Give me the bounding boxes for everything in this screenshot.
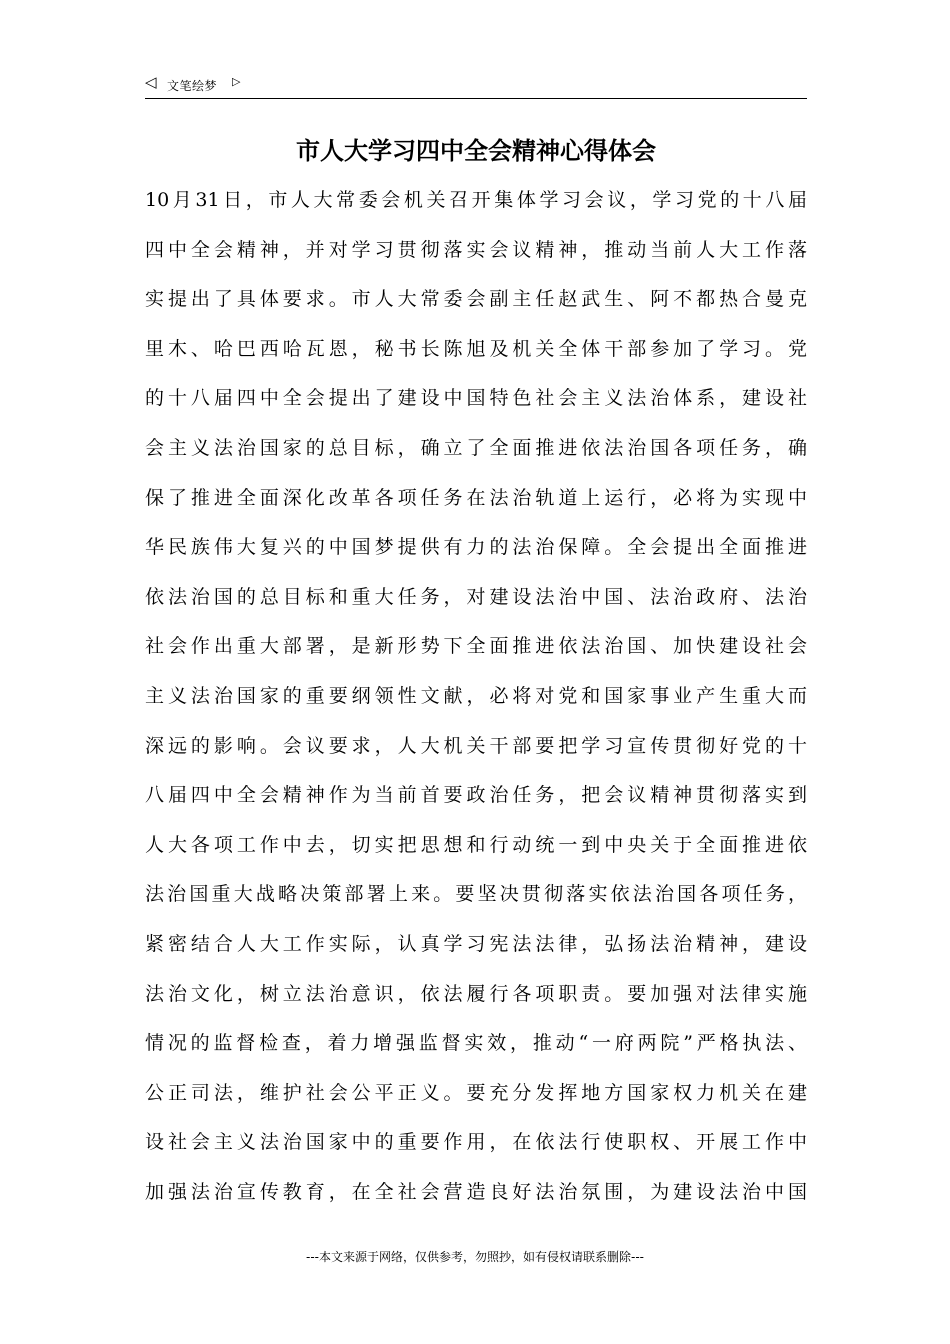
- body-line: 会主义法治国家的总目标，确立了全面推进依法治国各项任务，确: [145, 436, 807, 459]
- body-line: 四中全会精神，并对学习贯彻落实会议精神，推动当前人大工作落: [145, 238, 807, 261]
- document-title: 市人大学习四中全会精神心得体会: [296, 136, 656, 165]
- body-line: 情况的监督检查，着力增强监督实效，推动“一府两院”严格执法、: [145, 1032, 807, 1055]
- right-triangle-icon: ▷: [232, 75, 241, 88]
- body-line: 人大各项工作中去，切实把思想和行动统一到中央关于全面推进依: [145, 833, 807, 856]
- body-line: 实提出了具体要求。市人大常委会副主任赵武生、阿不都热合曼克: [145, 288, 807, 311]
- body-line: 法治文化，树立法治意识，依法履行各项职责。要加强对法律实施: [145, 982, 807, 1005]
- body-line: 八届四中全会精神作为当前首要政治任务，把会议精神贯彻落实到: [145, 784, 807, 807]
- left-triangle-icon: ◁: [145, 73, 157, 91]
- body-line: 10月31日，市人大常委会机关召开集体学习会议，学习党的十八届: [145, 189, 807, 211]
- body-line: 社会作出重大部署，是新形势下全面推进依法治国、加快建设社会: [145, 635, 807, 658]
- page-header: [145, 72, 807, 99]
- body-line: 紧密结合人大工作实际，认真学习宪法法律，弘扬法治精神，建设: [145, 932, 807, 955]
- body-line: 深远的影响。会议要求，人大机关干部要把学习宣传贯彻好党的十: [145, 734, 807, 757]
- page-footer-disclaimer: ---本文来源于网络，仅供参考，勿照抄，如有侵权请联系删除---: [306, 1250, 644, 1264]
- body-line: 加强法治宣传教育，在全社会营造良好法治氛围，为建设法治中国: [145, 1180, 807, 1203]
- document-body: [145, 176, 807, 1217]
- body-line: 保了推进全面深化改革各项任务在法治轨道上运行，必将为实现中: [145, 486, 807, 509]
- body-line: 公正司法，维护社会公平正义。要充分发挥地方国家权力机关在建: [145, 1081, 807, 1104]
- body-line: 法治国重大战略决策部署上来。要坚决贯彻落实依法治国各项任务，: [145, 883, 807, 906]
- body-line: 主义法治国家的重要纲领性文献，必将对党和国家事业产生重大而: [145, 684, 807, 707]
- header-brand: 文笔绘梦: [167, 79, 218, 93]
- body-line: 的十八届四中全会提出了建设中国特色社会主义法治体系，建设社: [145, 387, 807, 410]
- body-line: 依法治国的总目标和重大任务，对建设法治中国、法治政府、法治: [145, 585, 807, 608]
- body-line: 华民族伟大复兴的中国梦提供有力的法治保障。全会提出全面推进: [145, 536, 807, 559]
- body-line: 里木、哈巴西哈瓦恩，秘书长陈旭及机关全体干部参加了学习。党: [145, 337, 807, 360]
- body-line: 设社会主义法治国家中的重要作用，在依法行使职权、开展工作中: [145, 1131, 807, 1154]
